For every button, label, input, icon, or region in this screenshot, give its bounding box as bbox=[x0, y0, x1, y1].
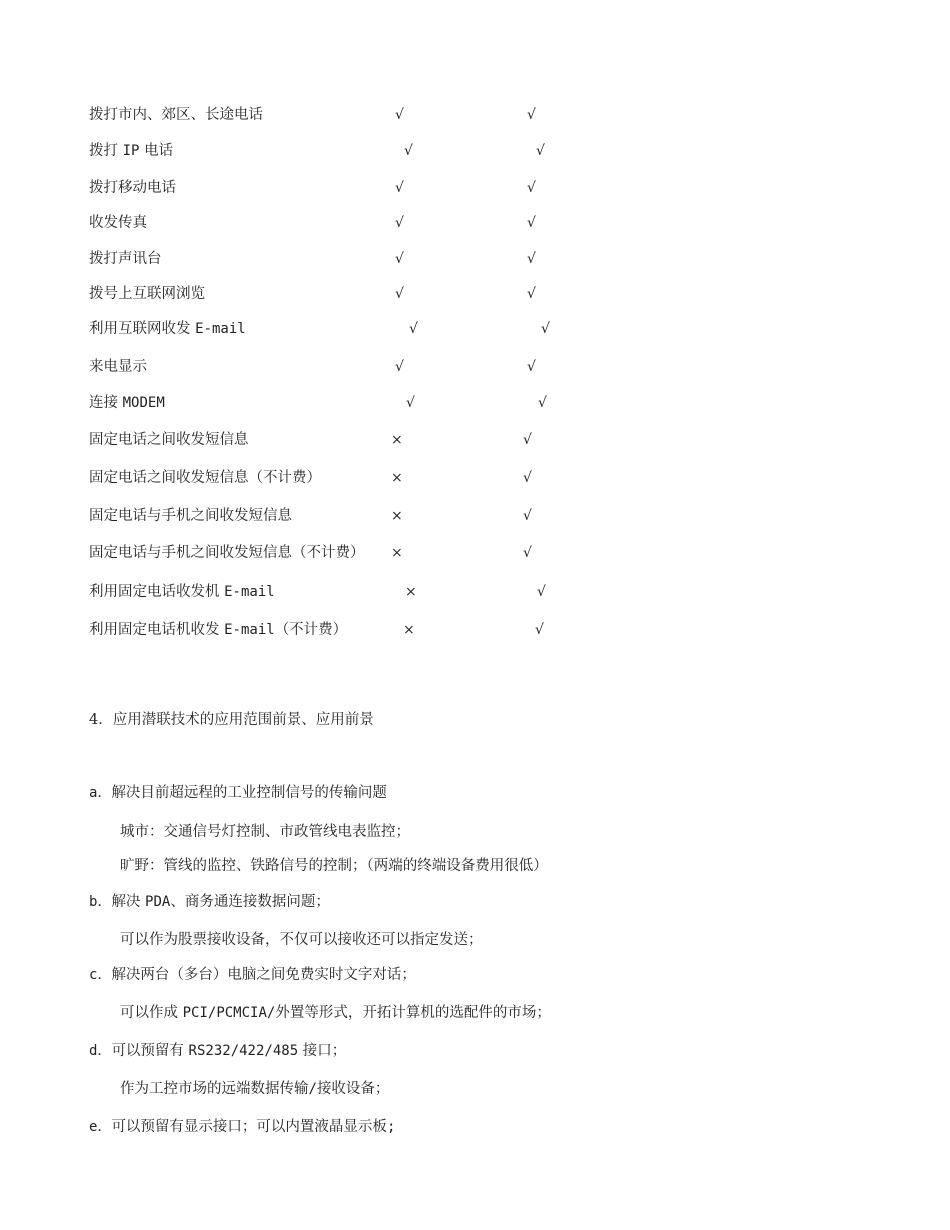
text-segment: PCI/PCMCIA/ bbox=[182, 1005, 276, 1021]
feature-mark-col1: × bbox=[391, 508, 403, 524]
feature-mark-col1: × bbox=[403, 622, 415, 638]
feature-row-label bbox=[89, 250, 162, 268]
item-letter: c． bbox=[89, 967, 112, 983]
feature-mark-col1: √ bbox=[395, 180, 404, 196]
item-heading-line bbox=[89, 1118, 395, 1136]
text-segment: 接口； bbox=[298, 1043, 347, 1059]
text-segment: PDA bbox=[145, 894, 171, 910]
feature-mark-col2: √ bbox=[541, 321, 550, 337]
text-segment: 利用固定电话收发机 bbox=[89, 584, 225, 600]
item-letter: a． bbox=[89, 785, 112, 801]
feature-mark-col1: √ bbox=[406, 395, 415, 411]
feature-row-label bbox=[89, 358, 147, 376]
feature-row-label bbox=[89, 621, 347, 639]
text-segment: 城市：交通信号灯控制、市政管线电表监控； bbox=[120, 824, 410, 840]
item-detail-line bbox=[120, 823, 410, 841]
item-letter: b． bbox=[89, 894, 112, 910]
text-segment: 拨号上互联网浏览 bbox=[89, 286, 205, 302]
text-segment: 拨打 bbox=[89, 143, 123, 159]
item-letter: e． bbox=[89, 1119, 112, 1135]
text-segment: RS232/422/485 bbox=[188, 1043, 299, 1059]
feature-mark-col2: √ bbox=[537, 584, 546, 600]
text-segment: 拨打声讯台 bbox=[89, 251, 162, 267]
text-segment: 电话 bbox=[139, 143, 174, 159]
feature-row-label bbox=[89, 394, 165, 412]
text-segment: IP bbox=[122, 143, 140, 159]
feature-mark-col2: √ bbox=[523, 508, 532, 524]
feature-mark-col1: √ bbox=[409, 321, 418, 337]
text-segment: 可以作成 bbox=[120, 1005, 183, 1021]
feature-row-label bbox=[89, 106, 263, 124]
text-segment: 可以作为股票接收设备，不仅可以接收还可以指定发送； bbox=[120, 932, 483, 948]
text-segment: 解决 bbox=[111, 894, 146, 910]
item-detail-line bbox=[120, 857, 548, 875]
feature-mark-col2: √ bbox=[527, 286, 536, 302]
feature-mark-col2: √ bbox=[535, 622, 544, 638]
text-segment: 拨打市内、郊区、长途电话 bbox=[89, 107, 263, 123]
feature-mark-col1: × bbox=[391, 545, 403, 561]
text-segment: 收发传真 bbox=[89, 215, 147, 231]
text-segment: ; bbox=[386, 1119, 396, 1135]
item-heading-line bbox=[89, 784, 387, 802]
text-segment: 接收设备； bbox=[316, 1081, 390, 1097]
feature-row-label bbox=[89, 320, 246, 338]
text-segment: 、商务通连接数据问题； bbox=[170, 894, 330, 910]
text-segment: E-mail bbox=[224, 584, 275, 600]
feature-mark-col2: √ bbox=[523, 470, 532, 486]
text-segment: / bbox=[308, 1081, 317, 1097]
feature-mark-col1: √ bbox=[395, 215, 404, 231]
item-heading-line bbox=[89, 1042, 346, 1060]
feature-row-label bbox=[89, 583, 275, 601]
item-heading-line bbox=[89, 966, 416, 984]
text-segment: 作为工控市场的远端数据传输 bbox=[120, 1081, 309, 1097]
feature-mark-col1: √ bbox=[395, 286, 404, 302]
feature-mark-col2: √ bbox=[523, 545, 532, 561]
feature-mark-col2: √ bbox=[527, 180, 536, 196]
feature-mark-col1: × bbox=[405, 584, 417, 600]
feature-mark-col1: √ bbox=[395, 359, 404, 375]
feature-row-label bbox=[89, 214, 147, 232]
feature-row-label bbox=[89, 285, 205, 303]
feature-row-label bbox=[89, 431, 249, 449]
item-detail-line bbox=[120, 1004, 551, 1022]
text-segment: 固定电话与手机之间收发短信息（不计费） bbox=[89, 545, 365, 561]
feature-row-label bbox=[89, 544, 365, 562]
feature-mark-col1: × bbox=[391, 432, 403, 448]
text-segment: 固定电话之间收发短信息 bbox=[89, 432, 249, 448]
feature-mark-col2: √ bbox=[527, 359, 536, 375]
item-detail-line bbox=[120, 1080, 389, 1098]
text-segment: （不计费） bbox=[274, 622, 348, 638]
text-segment: 可以预留有 bbox=[111, 1043, 189, 1059]
feature-mark-col2: √ bbox=[538, 395, 547, 411]
feature-row-label bbox=[89, 469, 321, 487]
text-segment: 解决两台（多台）电脑之间免费实时文字对话； bbox=[111, 967, 416, 983]
text-segment: 来电显示 bbox=[89, 359, 147, 375]
text-segment: 外置等形式，开拓计算机的选配件的市场； bbox=[275, 1005, 551, 1021]
text-segment: 连接 bbox=[89, 395, 123, 411]
text-segment: MODEM bbox=[122, 395, 165, 411]
feature-row-label bbox=[89, 179, 176, 197]
text-segment: 固定电话与手机之间收发短信息 bbox=[89, 508, 292, 524]
feature-mark-col1: √ bbox=[404, 143, 413, 159]
text-segment: 解决目前超远程的工业控制信号的传输问题 bbox=[111, 785, 387, 801]
section-heading: 4．应用潜联技术的应用范围前景、应用前景 bbox=[89, 712, 374, 728]
text-segment: E-mail bbox=[224, 622, 275, 638]
feature-row-label bbox=[89, 507, 292, 525]
feature-mark-col2: √ bbox=[523, 432, 532, 448]
text-segment: 固定电话之间收发短信息（不计费） bbox=[89, 470, 321, 486]
feature-mark-col2: √ bbox=[527, 107, 536, 123]
feature-row-label bbox=[89, 142, 173, 160]
item-heading-line bbox=[89, 893, 330, 911]
text-segment: 利用固定电话机收发 bbox=[89, 622, 225, 638]
text-segment: 旷野：管线的监控、铁路信号的控制；（两端的终端设备费用很低） bbox=[120, 858, 548, 874]
feature-mark-col1: × bbox=[391, 470, 403, 486]
item-detail-line bbox=[120, 931, 483, 949]
item-letter: d． bbox=[89, 1043, 112, 1059]
text-segment: 利用互联网收发 bbox=[89, 321, 196, 337]
text-segment: 拨打移动电话 bbox=[89, 180, 176, 196]
feature-mark-col1: √ bbox=[395, 107, 404, 123]
text-segment: 可以预留有显示接口；可以内置液晶显示板 bbox=[111, 1119, 387, 1135]
feature-mark-col2: √ bbox=[527, 215, 536, 231]
feature-mark-col2: √ bbox=[527, 251, 536, 267]
text-segment: E-mail bbox=[195, 321, 246, 337]
feature-mark-col2: √ bbox=[536, 143, 545, 159]
feature-mark-col1: √ bbox=[395, 251, 404, 267]
